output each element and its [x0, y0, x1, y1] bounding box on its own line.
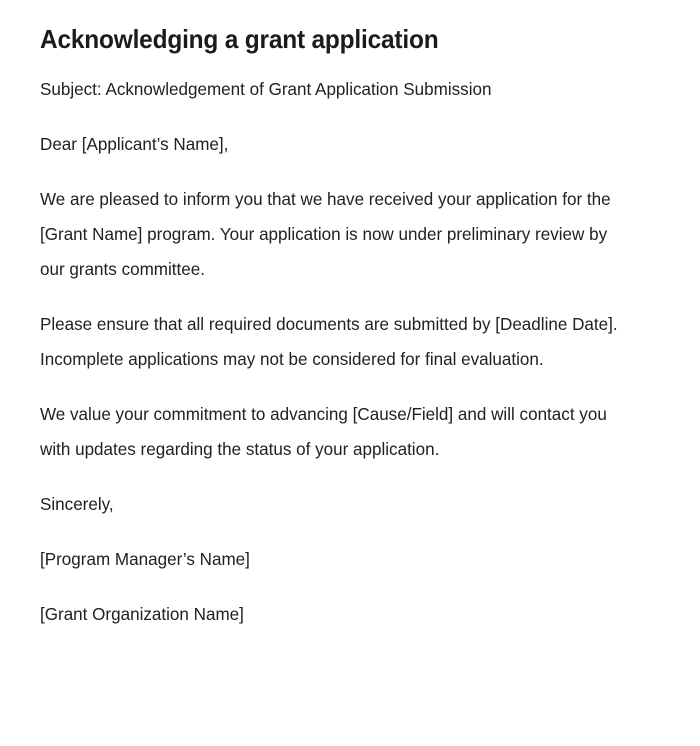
- paragraph-organization-name: [Grant Organization Name]: [40, 604, 244, 624]
- paragraph-document-deadline: Please ensure that all required documents are submitted by [Deadline Date]. Incomplete applications may not be considered for final evaluation.: [40, 314, 618, 369]
- paragraph-receipt-confirmation: We are pleased to inform you that we have received your application for the [Grant Name] program. Your application is now under preliminary review by our grants committee.: [40, 189, 611, 279]
- paragraph-salutation: Dear [Applicant’s Name],: [40, 134, 229, 154]
- paragraph-sender-name: [Program Manager’s Name]: [40, 549, 250, 569]
- paragraph-signoff: Sincerely,: [40, 494, 114, 514]
- document-body: [40, 72, 645, 632]
- paragraph-closing-remarks: We value your commitment to advancing [Cause/Field] and will contact you with updates regarding the status of your application.: [40, 404, 607, 459]
- paragraph-subject-line: Subject: Acknowledgement of Grant Application Submission: [40, 79, 492, 99]
- page-title: Acknowledging a grant application: [40, 24, 439, 54]
